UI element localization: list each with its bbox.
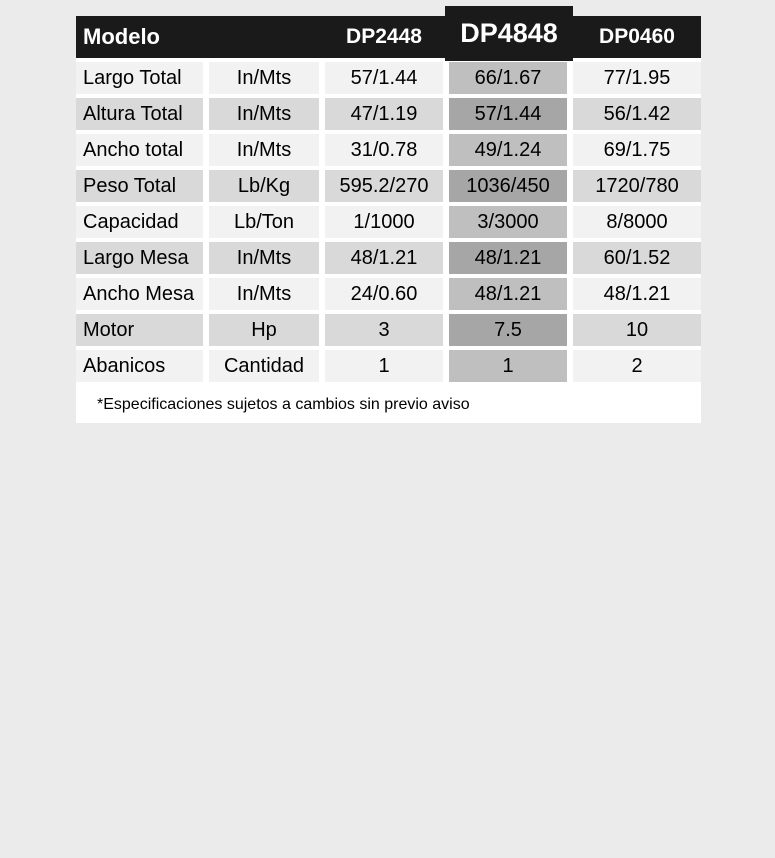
header-col-dp4848-highlight: DP4848: [445, 6, 573, 61]
row-label: Ancho Mesa: [76, 278, 203, 310]
value-cell-dp2448: 1: [325, 350, 443, 382]
value-cell-dp2448: 48/1.21: [325, 242, 443, 274]
row-label: Altura Total: [76, 98, 203, 130]
row-label: Ancho total: [76, 134, 203, 166]
value-cell-dp4848: 3/3000: [449, 206, 567, 238]
unit-cell: In/Mts: [209, 134, 319, 166]
value-cell-dp0460: 56/1.42: [573, 98, 701, 130]
value-cell-dp4848: 49/1.24: [449, 134, 567, 166]
value-cell-dp2448: 595.2/270: [325, 170, 443, 202]
value-cell-dp2448: 1/1000: [325, 206, 443, 238]
spec-table: [76, 16, 701, 423]
row-label: Abanicos: [76, 350, 203, 382]
unit-cell: Cantidad: [209, 350, 319, 382]
table-header-row: [76, 16, 701, 58]
value-cell-dp4848: 48/1.21: [449, 242, 567, 274]
unit-cell: Hp: [209, 314, 319, 346]
header-col-dp4848: [449, 16, 567, 58]
table-row-largo-total: [76, 62, 701, 94]
value-cell-dp4848: 57/1.44: [449, 98, 567, 130]
row-label: Largo Total: [76, 62, 203, 94]
value-cell-dp0460: 77/1.95: [573, 62, 701, 94]
unit-cell: In/Mts: [209, 242, 319, 274]
value-cell-dp2448: 3: [325, 314, 443, 346]
value-cell-dp4848: 7.5: [449, 314, 567, 346]
header-col-dp2448: DP2448: [346, 25, 422, 48]
value-cell-dp0460: 8/8000: [573, 206, 701, 238]
footnote: *Especificaciones sujetos a cambios sin previo aviso: [76, 386, 701, 423]
value-cell-dp0460: 60/1.52: [573, 242, 701, 274]
row-label: Capacidad: [76, 206, 203, 238]
value-cell-dp2448: 24/0.60: [325, 278, 443, 310]
value-cell-dp0460: 1720/780: [573, 170, 701, 202]
unit-cell: Lb/Ton: [209, 206, 319, 238]
header-col-dp0460: DP0460: [599, 25, 675, 48]
unit-cell: Lb/Kg: [209, 170, 319, 202]
table-row-largo-mesa: [76, 242, 701, 274]
value-cell-dp0460: 69/1.75: [573, 134, 701, 166]
table-row-ancho-mesa: [76, 278, 701, 310]
header-units-spacer: [209, 16, 319, 58]
table-row-peso-total: [76, 170, 701, 202]
table-row-capacidad: [76, 206, 701, 238]
header-model-label: Modelo: [83, 24, 160, 49]
table-row-ancho-total: [76, 134, 701, 166]
table-row-altura-total: [76, 98, 701, 130]
value-cell-dp0460: 2: [573, 350, 701, 382]
row-label: Motor: [76, 314, 203, 346]
value-cell-dp2448: 57/1.44: [325, 62, 443, 94]
value-cell-dp4848: 48/1.21: [449, 278, 567, 310]
value-cell-dp2448: 47/1.19: [325, 98, 443, 130]
unit-cell: In/Mts: [209, 98, 319, 130]
value-cell-dp0460: 48/1.21: [573, 278, 701, 310]
value-cell-dp0460: 10: [573, 314, 701, 346]
table-row-motor: [76, 314, 701, 346]
value-cell-dp4848: 1: [449, 350, 567, 382]
value-cell-dp4848: 1036/450: [449, 170, 567, 202]
unit-cell: In/Mts: [209, 278, 319, 310]
value-cell-dp2448: 31/0.78: [325, 134, 443, 166]
row-label: Largo Mesa: [76, 242, 203, 274]
table-row-abanicos: [76, 350, 701, 382]
unit-cell: In/Mts: [209, 62, 319, 94]
row-label: Peso Total: [76, 170, 203, 202]
value-cell-dp4848: 66/1.67: [449, 62, 567, 94]
